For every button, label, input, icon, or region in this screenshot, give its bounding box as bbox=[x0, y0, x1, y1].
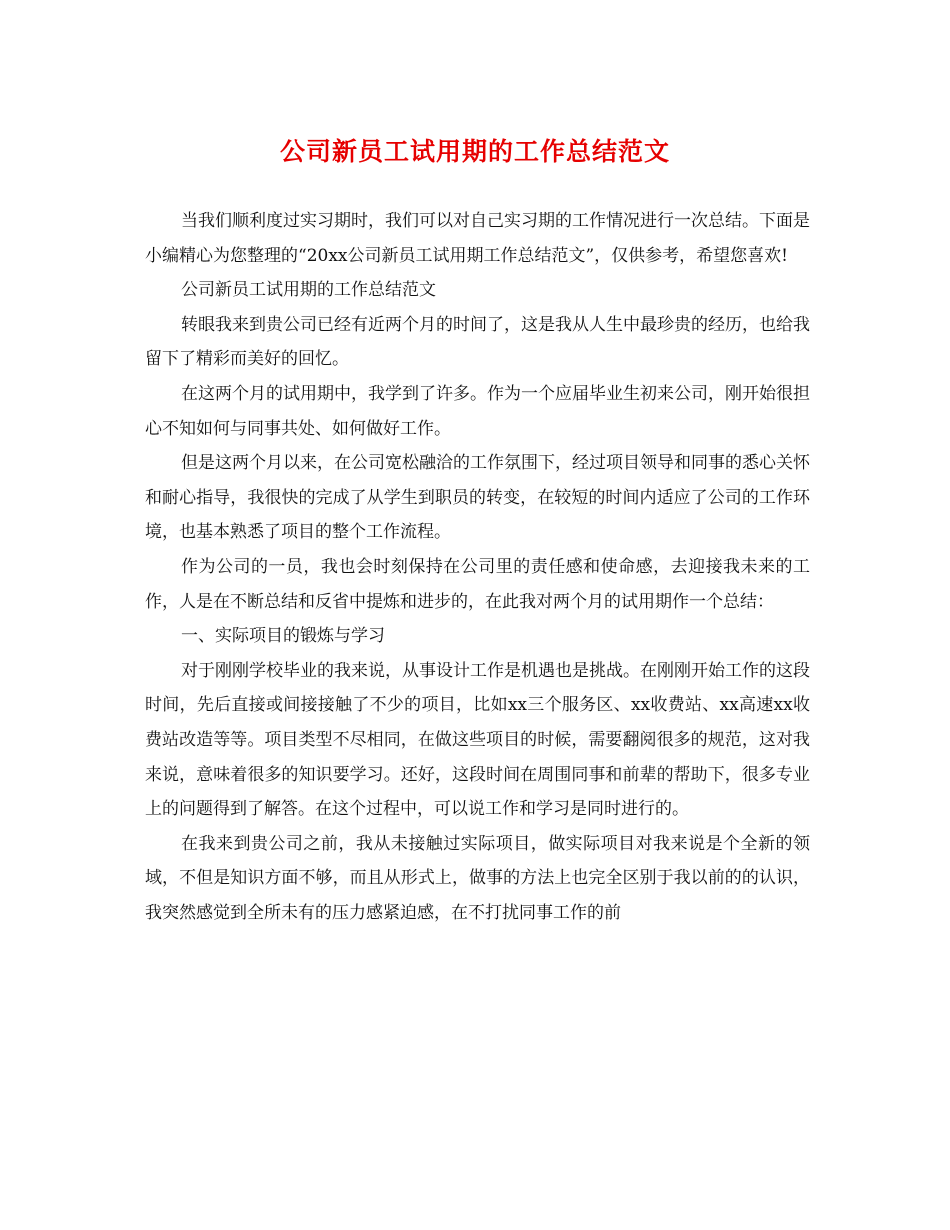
paragraph: 在我来到贵公司之前，我从未接触过实际项目，做实际项目对我来说是个全新的领域，不但是知识方面不够，而且从形式上，做事的方法上也完全区别于我以前的的认识，我突然感觉到全所未有的压力感紧迫感，在不打扰同事工作的前 bbox=[145, 833, 810, 923]
paragraph: 转眼我来到贵公司已经有近两个月的时间了，这是我从人生中最珍贵的经历，也给我留下了精彩而美好的回忆。 bbox=[145, 314, 810, 370]
paragraph-subtitle: 公司新员工试用期的工作总结范文 bbox=[181, 280, 436, 301]
document-body bbox=[145, 204, 810, 930]
document-title: 公司新员工试用期的工作总结范文 bbox=[279, 137, 670, 166]
paragraph: 作为公司的一员，我也会时刻保持在公司里的责任感和使命感，去迎接我未来的工作，人是在不断总结和反省中提炼和进步的，在此我对两个月的试用期作一个总结： bbox=[145, 556, 810, 612]
paragraph: 但是这两个月以来，在公司宽松融洽的工作氛围下，经过项目领导和同事的悉心关怀和耐心指导，我很快的完成了从学生到职员的转变，在较短的时间内适应了公司的工作环境，也基本熟悉了项目的整个工作流程。 bbox=[145, 453, 810, 543]
section-heading: 一、实际项目的锻炼与学习 bbox=[181, 626, 385, 647]
paragraph: 在这两个月的试用期中，我学到了许多。作为一个应届毕业生初来公司，刚开始很担心不知如何与同事共处、如何做好工作。 bbox=[145, 383, 810, 439]
paragraph: 对于刚刚学校毕业的我来说，从事设计工作是机遇也是挑战。在刚刚开始工作的这段时间，先后直接或间接接触了不少的项目，比如xx三个服务区、xx收费站、xx高速xx收费站改造等等。项目类型不尽相同，在做这些项目的时候，需要翻阅很多的规范，这对我来说，意味着很多的知识要学习。还好，这段时间在周围同事和前辈的帮助下，很多专业上的问题得到了解答。在这个过程中，可以说工作和学习是同时进行的。 bbox=[145, 660, 810, 820]
paragraph-intro: 当我们顺利度过实习期时，我们可以对自己实习期的工作情况进行一次总结。下面是小编精心为您整理的“20xx公司新员工试用期工作总结范文”，仅供参考，希望您喜欢! bbox=[145, 211, 810, 266]
